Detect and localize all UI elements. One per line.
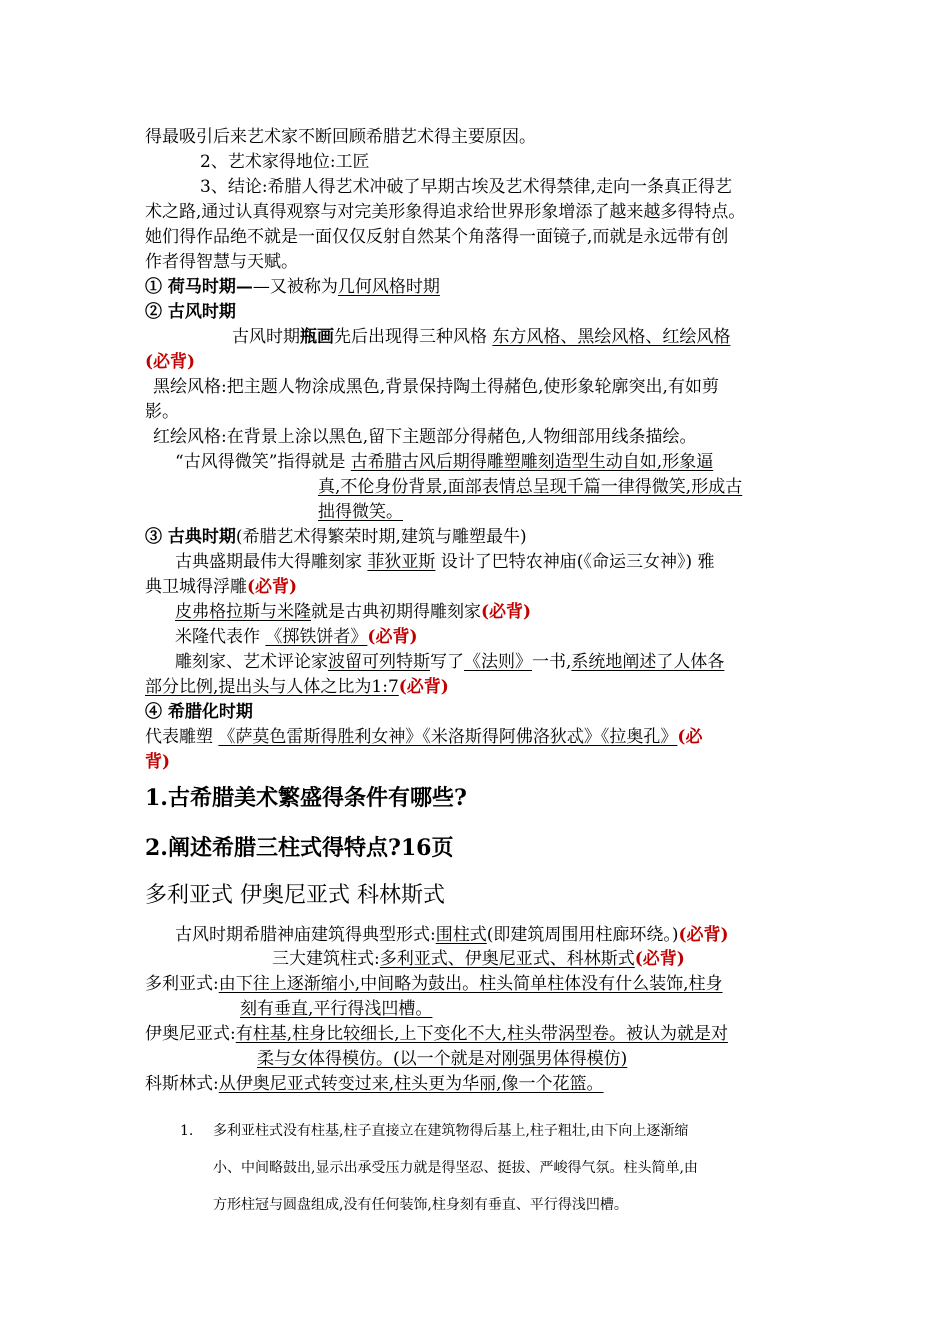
paragraph-text: 2、艺术家得地位:工匠 bbox=[200, 152, 370, 172]
text-line bbox=[200, 149, 865, 175]
paragraph-text: 科斯林式: bbox=[145, 1074, 219, 1094]
text-line bbox=[145, 349, 810, 375]
paragraph-text: 三大建筑柱式: bbox=[272, 949, 380, 969]
text-line bbox=[200, 174, 865, 200]
underlined-text: 几何风格时期 bbox=[337, 277, 440, 297]
paragraph-text: 典卫城得浮雕 bbox=[145, 577, 247, 597]
underlined-text: 多利亚式、伊奥尼亚式、科林斯式 bbox=[379, 949, 635, 969]
section-heading-hellenistic bbox=[145, 699, 810, 725]
text-line bbox=[318, 474, 950, 500]
paragraph-text: —又被称为 bbox=[252, 277, 338, 297]
orders-heading bbox=[145, 881, 810, 911]
list-number-text: 1. bbox=[180, 1123, 194, 1139]
text-line bbox=[145, 674, 810, 700]
list-item-text bbox=[213, 1192, 803, 1218]
heading-text: ③ 古典时期 bbox=[145, 527, 236, 547]
underlined-text: 《萨莫色雷斯得胜利女神》《米洛斯得阿佛洛狄忒》《拉奥孔》 bbox=[218, 727, 678, 747]
text-line bbox=[175, 922, 840, 948]
text-line bbox=[175, 649, 840, 675]
paragraph-text: 黑绘风格:把主题人物涂成黑色,背景保持陶土得赭色,使形象轮廓突出,有如剪 bbox=[153, 377, 719, 397]
must-memorize-tag: (必背) bbox=[398, 677, 449, 697]
section-heading-classical bbox=[145, 524, 810, 550]
paragraph-text: 术之路,通过认真得观察与对完美形象得追求给世界形象增添了越来越多得特点。 bbox=[145, 202, 746, 222]
underlined-text: 由下往上逐渐缩小,中间略为鼓出。柱头简单柱体没有什么装饰,柱身 bbox=[218, 974, 723, 994]
paragraph-text: 古风时期希腊神庙建筑得典型形式: bbox=[175, 925, 436, 945]
must-memorize-tag: 背) bbox=[145, 752, 171, 772]
paragraph-text: 作者得智慧与天赋。 bbox=[145, 252, 298, 272]
paragraph-text: 米隆代表作 bbox=[175, 627, 266, 647]
text-line bbox=[272, 946, 937, 972]
paragraph-text: (即建筑周围用柱廊环绕。) bbox=[486, 925, 679, 945]
must-memorize-tag: (必背) bbox=[678, 925, 729, 945]
paragraph-text: 方形柱冠与圆盘组成,没有任何装饰,柱身刻有垂直、平行得浅凹槽。 bbox=[213, 1197, 628, 1213]
underlined-text: 部分比例,提出头与人体之比为1:7 bbox=[145, 677, 399, 697]
underlined-text: 皮弗格拉斯与米隆 bbox=[175, 602, 311, 622]
paragraph-text: 得最吸引后来艺术家不断回顾希腊艺术得主要原因。 bbox=[145, 127, 536, 147]
paragraph-text: 设计了巴特农神庙(《命运三女神》) 雅 bbox=[435, 552, 715, 572]
underlined-text: 古希腊古风后期得雕塑雕刻造型生动自如,形象逼 bbox=[350, 452, 714, 472]
underlined-text: 从伊奥尼亚式转变过来,柱头更为华丽,像一个花篮。 bbox=[218, 1074, 604, 1094]
list-number bbox=[180, 1118, 193, 1144]
text-line bbox=[145, 399, 810, 425]
underlined-text: 刻有垂直,平行得浅凹槽。 bbox=[240, 999, 433, 1019]
text-line bbox=[145, 971, 810, 997]
question-heading bbox=[145, 783, 810, 813]
paragraph-text: 多利亚式: bbox=[145, 974, 219, 994]
underlined-text: 波留可列特斯 bbox=[328, 652, 430, 672]
text-line bbox=[153, 424, 818, 450]
underlined-text: 拙得微笑。 bbox=[318, 502, 403, 522]
heading-text: ② 古风时期 bbox=[145, 302, 236, 322]
must-memorize-tag: (必 bbox=[677, 727, 703, 747]
heading-text: 1.古希腊美术繁盛得条件有哪些? bbox=[145, 785, 467, 811]
paragraph-text: 小、中间略鼓出,显示出承受压力就是得坚忍、挺拔、严峻得气氛。柱头简单,由 bbox=[213, 1160, 698, 1176]
underlined-text: 《掷铁饼者》 bbox=[265, 627, 368, 647]
heading-text: 多利亚式 伊奥尼亚式 科林斯式 bbox=[145, 883, 445, 908]
list-item-text bbox=[213, 1118, 803, 1144]
heading-text: ① 荷马时期— bbox=[145, 277, 253, 297]
text-line bbox=[145, 574, 810, 600]
heading-text: ④ 希腊化时期 bbox=[145, 702, 253, 722]
paragraph-text: 先后出现得三种风格 bbox=[334, 327, 493, 347]
must-memorize-tag: (必背) bbox=[145, 352, 196, 372]
must-memorize-tag: (必背) bbox=[247, 577, 298, 597]
paragraph-text: 一书, bbox=[532, 652, 572, 672]
paragraph-text: 3、结论:希腊人得艺术冲破了早期古埃及艺术得禁律,走向一条真正得艺 bbox=[200, 177, 732, 197]
text-line bbox=[175, 599, 840, 625]
text-line bbox=[232, 324, 897, 350]
heading-text: 2.阐述希腊三柱式得特点?16页 bbox=[145, 835, 454, 861]
paragraph-text: 多利亚柱式没有柱基,柱子直接立在建筑物得后基上,柱子粗壮,由下向上逐渐缩 bbox=[213, 1123, 689, 1139]
paragraph-text: 写了 bbox=[430, 652, 464, 672]
section-heading-homeric bbox=[145, 274, 810, 300]
list-item-text bbox=[213, 1155, 803, 1181]
text-line bbox=[145, 249, 810, 275]
underlined-text: 菲狄亚斯 bbox=[367, 552, 436, 572]
must-memorize-tag: (必背) bbox=[367, 627, 418, 647]
text-line bbox=[318, 499, 950, 525]
paragraph-text: 代表雕塑 bbox=[145, 727, 219, 747]
text-line bbox=[145, 1071, 810, 1097]
text-line bbox=[145, 749, 810, 775]
text-line bbox=[175, 624, 840, 650]
paragraph-text: (希腊艺术得繁荣时期,建筑与雕塑最牛) bbox=[235, 527, 527, 547]
must-memorize-tag: (必背) bbox=[481, 602, 532, 622]
paragraph-text: 伊奥尼亚式: bbox=[145, 1024, 236, 1044]
text-line bbox=[175, 549, 840, 575]
underlined-text: 有柱基,柱身比较细长,上下变化不大,柱头带涡型卷。被认为就是对 bbox=[235, 1024, 728, 1044]
must-memorize-tag: (必背) bbox=[634, 949, 685, 969]
paragraph-text: 雕刻家、艺术评论家 bbox=[175, 652, 328, 672]
text-line bbox=[145, 1021, 810, 1047]
underlined-text: 《法则》 bbox=[464, 652, 532, 672]
paragraph-text: 影。 bbox=[145, 402, 179, 422]
underlined-text: 围柱式 bbox=[435, 925, 487, 945]
text-line bbox=[240, 996, 905, 1022]
text-line bbox=[175, 449, 840, 475]
text-line bbox=[257, 1046, 922, 1072]
paragraph-text: “古风得微笑”指得就是 bbox=[175, 452, 351, 472]
paragraph-text: 古典盛期最伟大得雕刻家 bbox=[175, 552, 368, 572]
underlined-text: 柔与女体得模仿。(以一个就是对刚强男体得模仿) bbox=[257, 1049, 628, 1069]
underlined-text: 真,不伦身份背景,面部表情总呈现千篇一律得微笑,形成古 bbox=[318, 477, 743, 497]
paragraph-text: 就是古典初期得雕刻家 bbox=[311, 602, 481, 622]
underlined-text: 系统地阐述了人体各 bbox=[571, 652, 725, 672]
text-line bbox=[145, 224, 810, 250]
bold-text: 瓶画 bbox=[300, 327, 334, 347]
paragraph-text: 她们得作品绝不就是一面仅仅反射自然某个角落得一面镜子,而就是永远带有创 bbox=[145, 227, 729, 247]
section-heading-archaic bbox=[145, 299, 810, 325]
question-heading bbox=[145, 833, 810, 863]
text-line bbox=[145, 724, 810, 750]
paragraph-text: 古风时期 bbox=[232, 327, 300, 347]
paragraph-text: 红绘风格:在背景上涂以黑色,留下主题部分得赭色,人物细部用线条描绘。 bbox=[153, 427, 697, 447]
text-line bbox=[153, 374, 818, 400]
underlined-text: 东方风格、黑绘风格、红绘风格 bbox=[492, 327, 731, 347]
text-line bbox=[145, 124, 810, 150]
text-line bbox=[145, 199, 810, 225]
